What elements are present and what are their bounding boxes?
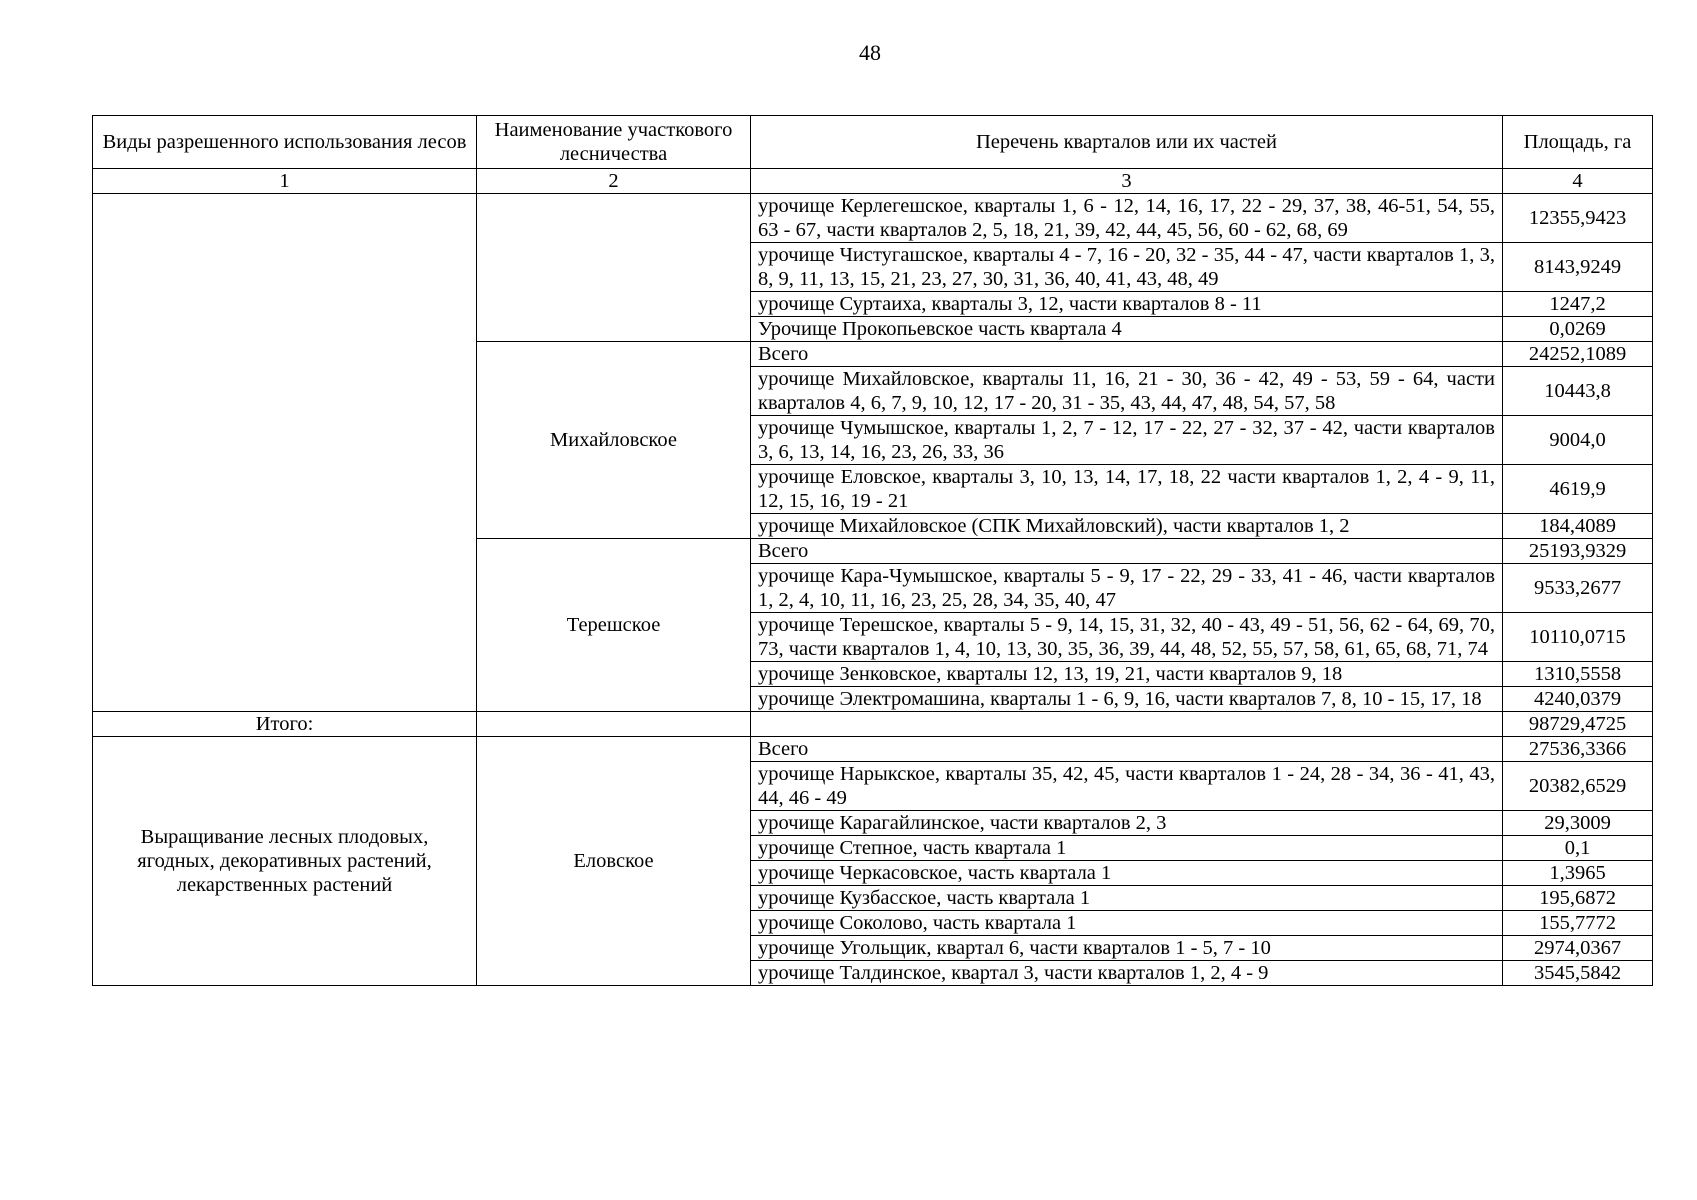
- area-cell: 20382,6529: [1503, 762, 1653, 811]
- quarters-cell: урочище Керлегешское, кварталы 1, 6 - 12, 14, 16, 17, 22 - 29, 37, 38, 46-51, 54, 55, 63 - 67, части кварталов 2, 5, 18, 21, 39, 42, 44, 45, 56, 60 - 62, 68, 69: [751, 194, 1503, 243]
- quarters-cell: Всего: [751, 342, 1503, 367]
- table-row: [93, 737, 1653, 762]
- total-row: [93, 712, 1653, 737]
- header-usage-type: Виды разрешенного использования лесов: [93, 116, 477, 169]
- forestry-cell-tereshkoe: Терешское: [477, 539, 751, 712]
- forestry-cell-mikhailovskoe: Михайловское: [477, 342, 751, 539]
- quarters-cell: урочище Электромашина, кварталы 1 - 6, 9, 16, части кварталов 7, 8, 10 - 15, 17, 18: [751, 687, 1503, 712]
- quarters-cell: урочище Еловское, кварталы 3, 10, 13, 14, 17, 18, 22 части кварталов 1, 2, 4 - 9, 11, 12, 15, 16, 19 - 21: [751, 465, 1503, 514]
- quarters-cell: урочище Степное, часть квартала 1: [751, 836, 1503, 861]
- area-cell: 1310,5558: [1503, 662, 1653, 687]
- area-cell: 4240,0379: [1503, 687, 1653, 712]
- quarters-cell: урочище Черкасовское, часть квартала 1: [751, 861, 1503, 886]
- area-cell: 10443,8: [1503, 367, 1653, 416]
- forest-quarters-table: [92, 115, 1653, 986]
- area-cell: 9004,0: [1503, 416, 1653, 465]
- column-number-row: [93, 169, 1653, 194]
- empty-cell: [477, 712, 751, 737]
- empty-cell: [751, 712, 1503, 737]
- column-number: 2: [477, 169, 751, 194]
- area-cell: 2974,0367: [1503, 936, 1653, 961]
- area-cell: 24252,1089: [1503, 342, 1653, 367]
- quarters-cell: урочище Угольщик, квартал 6, части кварталов 1 - 5, 7 - 10: [751, 936, 1503, 961]
- area-cell: 4619,9: [1503, 465, 1653, 514]
- area-cell: 29,3009: [1503, 811, 1653, 836]
- area-cell: 0,1: [1503, 836, 1653, 861]
- column-number: 4: [1503, 169, 1653, 194]
- area-cell: 27536,3366: [1503, 737, 1653, 762]
- usage-type-cell: Выращивание лесных плодовых, ягодных, декоративных растений, лекарственных растений: [93, 737, 477, 986]
- quarters-cell: Всего: [751, 737, 1503, 762]
- area-cell: 184,4089: [1503, 514, 1653, 539]
- area-cell: 10110,0715: [1503, 613, 1653, 662]
- area-cell: 12355,9423: [1503, 194, 1653, 243]
- quarters-cell: урочище Суртаиха, кварталы 3, 12, части кварталов 8 - 11: [751, 292, 1503, 317]
- quarters-cell: урочище Соколово, часть квартала 1: [751, 911, 1503, 936]
- area-cell: 3545,5842: [1503, 961, 1653, 986]
- quarters-cell: урочище Михайловское, кварталы 11, 16, 21 - 30, 36 - 42, 49 - 53, 59 - 64, части кварталов 4, 6, 7, 9, 10, 12, 17 - 20, 31 - 35, 43, 44, 47, 48, 54, 57, 58: [751, 367, 1503, 416]
- quarters-cell: урочище Кузбасское, часть квартала 1: [751, 886, 1503, 911]
- usage-type-cell: [93, 194, 477, 712]
- header-forestry-name: Наименование участкового лесничества: [477, 116, 751, 169]
- quarters-cell: Урочище Прокопьевское часть квартала 4: [751, 317, 1503, 342]
- area-cell: 1247,2: [1503, 292, 1653, 317]
- quarters-cell: урочище Талдинское, квартал 3, части кварталов 1, 2, 4 - 9: [751, 961, 1503, 986]
- area-cell: 195,6872: [1503, 886, 1653, 911]
- area-cell: 155,7772: [1503, 911, 1653, 936]
- column-number: 3: [751, 169, 1503, 194]
- area-cell: 0,0269: [1503, 317, 1653, 342]
- quarters-cell: урочище Терешское, кварталы 5 - 9, 14, 15, 31, 32, 40 - 43, 49 - 51, 56, 62 - 64, 69, 70, 73, части кварталов 1, 4, 10, 13, 30, 35, 36, 39, 44, 48, 52, 55, 57, 58, 61, 65, 68, 71, 74: [751, 613, 1503, 662]
- quarters-cell: Всего: [751, 539, 1503, 564]
- quarters-cell: урочище Карагайлинское, части кварталов 2, 3: [751, 811, 1503, 836]
- forestry-cell-elovskoe: Еловское: [477, 737, 751, 986]
- forestry-cell: [477, 194, 751, 342]
- page-number: 48: [859, 40, 881, 65]
- quarters-cell: урочище Нарыкское, кварталы 35, 42, 45, части кварталов 1 - 24, 28 - 34, 36 - 41, 43, 44, 46 - 49: [751, 762, 1503, 811]
- header-quarters-list: Перечень кварталов или их частей: [751, 116, 1503, 169]
- table-header-row: [93, 116, 1653, 169]
- header-area: Площадь, га: [1503, 116, 1653, 169]
- total-area: 98729,4725: [1503, 712, 1653, 737]
- quarters-cell: урочище Чумышское, кварталы 1, 2, 7 - 12, 17 - 22, 27 - 32, 37 - 42, части кварталов 3, 6, 13, 14, 16, 23, 26, 33, 36: [751, 416, 1503, 465]
- total-label: Итого:: [93, 712, 477, 737]
- area-cell: 25193,9329: [1503, 539, 1653, 564]
- area-cell: 8143,9249: [1503, 243, 1653, 292]
- quarters-cell: урочище Кара-Чумышское, кварталы 5 - 9, 17 - 22, 29 - 33, 41 - 46, части кварталов 1, 2, 4, 10, 11, 16, 23, 25, 28, 34, 35, 40, 47: [751, 564, 1503, 613]
- table-row: [93, 194, 1653, 243]
- area-cell: 9533,2677: [1503, 564, 1653, 613]
- column-number: 1: [93, 169, 477, 194]
- quarters-cell: урочище Михайловское (СПК Михайловский), части кварталов 1, 2: [751, 514, 1503, 539]
- area-cell: 1,3965: [1503, 861, 1653, 886]
- quarters-cell: урочище Чистугашское, кварталы 4 - 7, 16 - 20, 32 - 35, 44 - 47, части кварталов 1, 3, 8, 9, 11, 13, 15, 21, 23, 27, 30, 31, 36, 40, 41, 43, 48, 49: [751, 243, 1503, 292]
- quarters-cell: урочище Зенковское, кварталы 12, 13, 19, 21, части кварталов 9, 18: [751, 662, 1503, 687]
